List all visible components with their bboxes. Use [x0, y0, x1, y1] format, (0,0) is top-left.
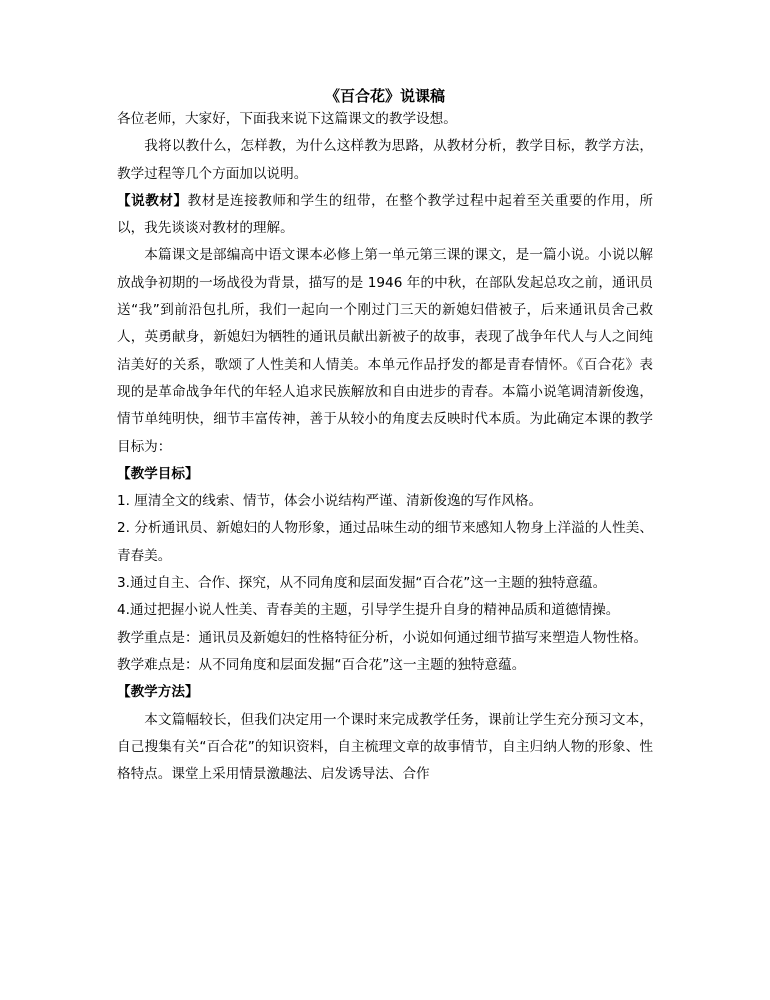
textbook-heading: 【说教材】 — [117, 192, 188, 209]
goal-item: 1. 厘清全文的线索、情节，体会小说结构严谨、清新俊逸的写作风格。 — [117, 493, 543, 510]
analysis-paragraph: 本篇课文是部编高中语文课本必修上第一单元第三课的课文，是一篇小说。小说以解放战争初期的一场战役为背景，描写的是 1946 年的中秋，在部队发起总攻之前，通讯员送“我”到前沿包扎所，我们一起向一个刚过门三天的新媳妇借被子，后来通讯员舍己救人，英勇献身，新媳妇为牺牲的通讯员献出新被子的故事，表现了战争年代人与人之间纯洁美好的关系，歌颂了人性美和人情美。本单元作品抒发的都是青春情怀。《百合花》表现的是革命战争年代的年轻人追求民族解放和自由进步的青春。本篇小说笔调清新俊逸，情节单纯明快，细节丰富传神，善于从较小的角度去反映时代本质。为此确定本课的教学目标为： — [117, 247, 653, 455]
textbook-paragraph — [117, 188, 653, 243]
goals-heading: 【教学目标】 — [117, 465, 199, 482]
key-point-paragraph: 教学重点是：通讯员及新媳妇的性格特征分析，小说如何通过细节描写来塑造人物性格。 — [117, 629, 648, 646]
intro-paragraph: 我将以教什么，怎样教，为什么这样教为思路，从教材分析，教学目标，教学方法，教学过程等几个方面加以说明。 — [117, 138, 653, 182]
methods-heading: 【教学方法】 — [117, 684, 199, 701]
greeting-paragraph: 各位老师，大家好，下面我来说下这篇课文的教学设想。 — [117, 111, 457, 127]
goal-item: 3.通过自主、合作、探究，从不同角度和层面发掘“百合花”这一主题的独特意蕴。 — [117, 575, 607, 592]
document-page — [117, 86, 653, 788]
difficulty-paragraph: 教学难点是：从不同角度和层面发掘“百合花”这一主题的独特意蕴。 — [117, 656, 526, 673]
goal-item: 2. 分析通讯员、新媳妇的人物形象，通过品味生动的细节来感知人物身上洋溢的人性美、青春美。 — [117, 520, 653, 564]
document-title: 《百合花》说课稿 — [324, 87, 445, 105]
textbook-text: 教材是连接教师和学生的纽带，在整个教学过程中起着至关重要的作用，所以，我先谈谈对教材的理解。 — [117, 192, 654, 237]
goal-item: 4.通过把握小说人性美、青春美的主题，引导学生提升自身的精神品质和道德情操。 — [117, 602, 620, 619]
methods-paragraph: 本文篇幅较长，但我们决定用一个课时来完成教学任务，课前让学生充分预习文本，自己搜集有关“百合花”的知识资料，自主梳理文章的故事情节，自主归纳人物的形象、性格特点。课堂上采用情景激趣法、启发诱导法、合作 — [117, 711, 653, 783]
